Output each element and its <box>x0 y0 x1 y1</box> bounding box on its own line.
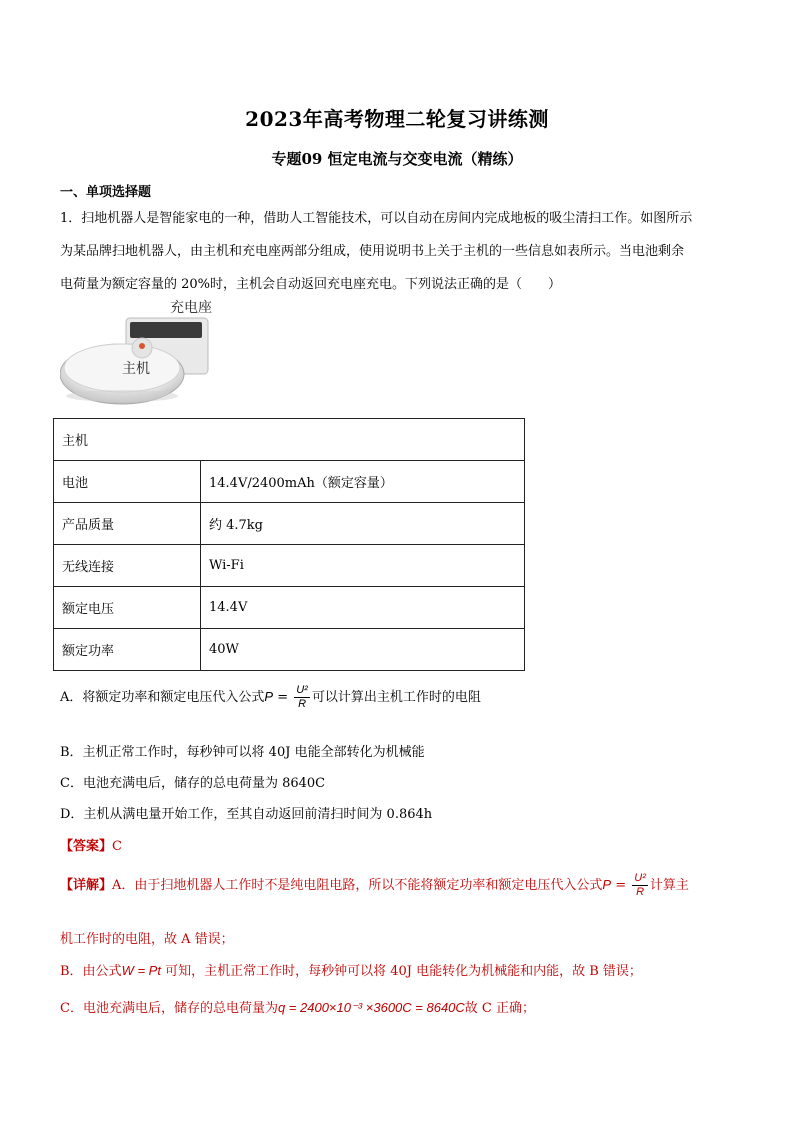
option-a-text: A．将额定功率和额定电压代入公式 <box>60 690 265 705</box>
table-cell-value: 14.4V/2400mAh（额定容量） <box>201 461 525 503</box>
table-cell-key: 无线连接 <box>54 545 201 587</box>
detail-formula-fraction <box>632 872 648 899</box>
detail-c <box>60 997 740 1016</box>
table-cell-value: 约 4.7kg <box>201 503 525 545</box>
robot-vacuum-illustration <box>60 296 220 408</box>
answer-tag: 【答案】 <box>60 839 113 854</box>
detail-a-text: A．由于扫地机器人工作时不是纯电阻电路，所以不能将额定功率和额定电压代入公式 <box>112 878 603 893</box>
detail-a-text-end: 计算主 <box>649 878 689 893</box>
detail-c-text: C．电池充满电后，储存的总电荷量为 <box>60 1001 278 1016</box>
formula-equals: = <box>273 690 293 705</box>
fraction-numerator: U² <box>634 872 646 884</box>
table-cell-value: 40W <box>201 629 525 671</box>
table-row <box>54 461 525 503</box>
table-cell-key: 电池 <box>54 461 201 503</box>
question-line-2: 为某品牌扫地机器人，由主机和充电座两部分组成，使用说明书上关于主机的一些信息如表所示。当电池剩余 <box>60 244 685 259</box>
table-row <box>54 503 525 545</box>
option-a-text-end: 可以计算出主机工作时的电阻 <box>311 690 481 705</box>
detail-c-text-end: 故 C 正确； <box>464 1001 536 1016</box>
option-b: B．主机正常工作时，每秒钟可以将 40J 电能全部转化为机械能 <box>60 745 425 760</box>
option-a <box>60 684 481 711</box>
robot-figure <box>60 296 220 408</box>
option-c: C．电池充满电后，储存的总电荷量为 8640C <box>60 776 326 791</box>
section-heading: 一、单项选择题 <box>60 185 152 200</box>
main-unit-label: 主机 <box>122 361 150 377</box>
table-header-cell: 主机 <box>54 419 525 461</box>
detail-b <box>60 960 740 979</box>
robot-shadow-shape <box>66 390 178 402</box>
table-row <box>54 545 525 587</box>
option-d: D．主机从满电量开始工作，至其自动返回前清扫时间为 0.864h <box>60 807 433 822</box>
table-cell-key: 产品质量 <box>54 503 201 545</box>
table-cell-key: 额定功率 <box>54 629 201 671</box>
fraction-numerator: U² <box>296 684 308 696</box>
dock-label: 充电座 <box>170 300 212 316</box>
detail-b-formula: W = Pt <box>121 963 161 978</box>
detail-b-text: B．由公式 <box>60 964 122 979</box>
fraction-denominator: R <box>636 886 645 898</box>
fraction-denominator: R <box>298 698 307 710</box>
detail-formula-lhs: P <box>602 877 612 892</box>
power-button-shape <box>139 343 145 349</box>
detail-tag: 【详解】 <box>60 878 113 893</box>
formula-fraction <box>294 684 310 711</box>
table-cell-key: 额定电压 <box>54 587 201 629</box>
question-line-1: 1．扫地机器人是智能家电的一种，借助人工智能技术，可以自动在房间内完成地板的吸尘清扫工作。如图所示 <box>60 211 693 226</box>
question-line-3: 电荷量为额定容量的 20%时，主机会自动返回充电座充电。下列说法正确的是（ ） <box>60 277 562 292</box>
table-cell-value: Wi-Fi <box>201 545 525 587</box>
answer-line <box>60 835 122 854</box>
detail-a-line2: 机工作时的电阻，故 A 错误； <box>60 932 234 947</box>
detail-c-formula: q = 2400×10⁻³ ×3600C = 8640C <box>277 1000 465 1015</box>
table-row <box>54 629 525 671</box>
document-title: 2023年高考物理二轮复习讲练测 <box>245 107 549 131</box>
detail-formula-equals: = <box>611 878 631 893</box>
formula-lhs: P <box>264 689 274 704</box>
table-header-row <box>54 419 525 461</box>
detail-a <box>60 872 740 899</box>
spec-table <box>53 418 525 671</box>
document-subtitle: 专题09 恒定电流与交变电流（精练） <box>271 150 523 168</box>
question-stem <box>60 202 740 301</box>
table-row <box>54 587 525 629</box>
detail-b-text-end: 可知，主机正常工作时，每秒钟可以将 40J 电能转化为机械能和内能，故 B 错误； <box>160 964 642 979</box>
answer-value: C <box>112 839 122 854</box>
table-cell-value: 14.4V <box>201 587 525 629</box>
dock-window <box>130 322 202 338</box>
